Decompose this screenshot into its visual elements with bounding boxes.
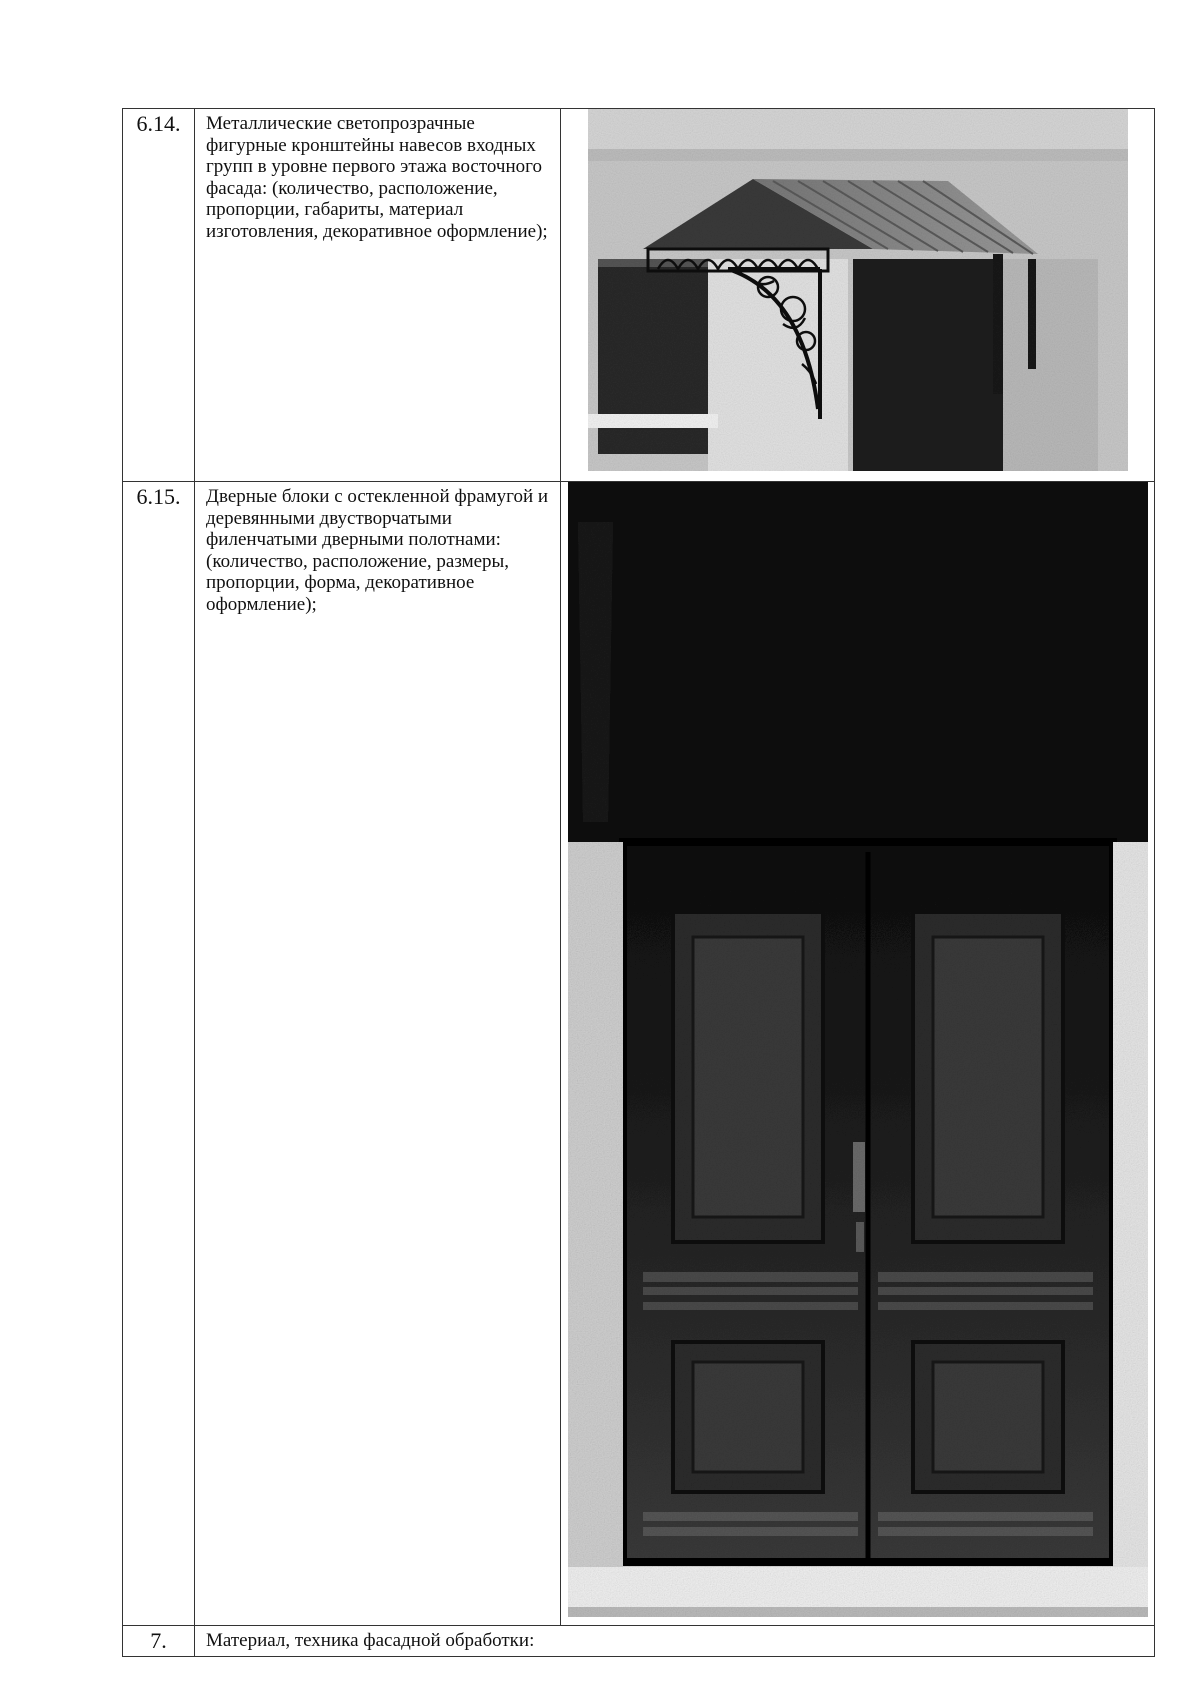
row-photo-cell xyxy=(561,109,1155,482)
row-number: 7. xyxy=(150,1628,167,1653)
row-number: 6.14. xyxy=(136,111,181,136)
heritage-elements-table xyxy=(122,108,1155,1657)
row-description-cell xyxy=(195,482,561,1626)
table-row xyxy=(123,482,1155,1626)
row-description: Металлические светопрозрачные фигурные кронштейны навесов входных групп в уровне первого этажа восточного фасада: (количество, расположение, пропорции, габариты, материал изготовления, декоративное оформление); xyxy=(206,113,548,242)
table-row xyxy=(123,1626,1155,1657)
row-description-cell xyxy=(195,1626,1155,1657)
row-number: 6.15. xyxy=(136,484,181,509)
row-number-cell xyxy=(123,1626,195,1657)
table-row xyxy=(123,109,1155,482)
door-photo xyxy=(568,482,1148,1617)
row-number-cell xyxy=(123,482,195,1626)
row-description-cell xyxy=(195,109,561,482)
row-description: Материал, техника фасадной обработки: xyxy=(206,1630,535,1652)
canopy-photo xyxy=(588,109,1128,471)
row-description: Дверные блоки с остекленной фрамугой и деревянными двустворчатыми филенчатыми дверными полотнами: (количество, расположение, размеры, пропорции, форма, декоративное оформление); xyxy=(206,486,549,615)
row-photo-cell xyxy=(561,482,1155,1626)
row-number-cell xyxy=(123,109,195,482)
